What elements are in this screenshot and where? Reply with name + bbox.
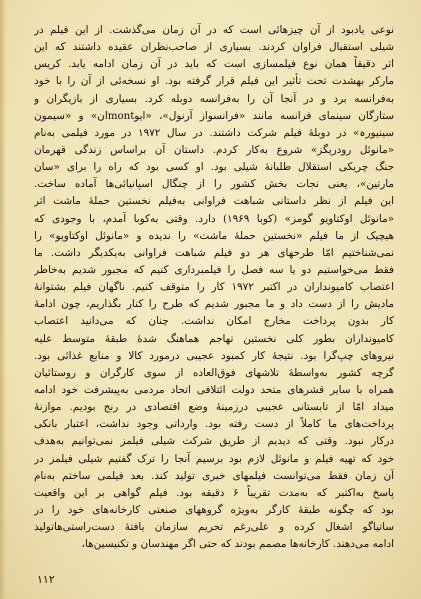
text-line: کامیونداران بطور کلی نخستین تهاجم هماهنگ شدهٔ طبقهٔ متوسط علیه — [34, 332, 394, 345]
text-line: پاسخ به‌اکتبر که به‌مدت تقریباً ۶ دقیقه بود. فیلم گواهی بر این واقعیت — [34, 486, 394, 499]
text-line: اعتصاب کامیونداران در اکتبر ۱۹۷۲ کار را متوقف کنیم. ناگهان فیلم بشتوانهٔ — [34, 281, 394, 294]
text-line: به‌فرانسه برد و در آنجا آن را به‌فرانسه دوبله کرد. بسیاری از بازیگران و — [34, 92, 394, 105]
text-line: ستارگان سینمای فرانسه مانند «فرانسواز آرنول»، «ایوmontان» و «سیمون — [34, 109, 394, 122]
text-line: کار بدون پرداخت مخارج امکان نداشت. چنان که می‌دانید اعتصاب — [34, 315, 394, 328]
text-line: ادامه می‌دهند. کارخانه‌ها مصمم بودند که حتی اگر مهندسان و تکنیسین‌ها، — [81, 538, 394, 551]
text-line: «مانوئل اوکتاویو گومز» (کوبا ۱۹۶۹) دارد. وقتی به‌کوبا آمدم، با وجودی که — [34, 212, 394, 225]
text-line: هیچیک از ما فیلم «نخستین حملهٔ ماشت» را ندیده و «مانوئل اوکتاویو» را — [34, 229, 394, 242]
text-line: درکار نبود. وقتی که دیدیم از طریق شرکت شیلی فیلمز نمی‌توانیم به‌هدف — [34, 435, 394, 448]
text-line: بود که چگونه طبقهٔ کارگر به‌ویژه گروههای صنعتی کارخانه‌های خود را در — [34, 503, 394, 516]
text-line: «مانوئل رودریگز» شروع به‌کار کردم. داستان آن براساس زندگی قهرمان — [34, 143, 394, 156]
text-line: مارتین»، یعنی نجات بخش کشور را از چنگال اسپانیائی‌ها آماده ساخت. — [34, 178, 394, 191]
text-line: این فیلم از نظر داستانی شباهت فراوانی به‌فیلم نخستین حملهٔ ماشت اثر — [34, 195, 394, 208]
text-line: نیروهای چپ‌گرا بود. نتیجهٔ کار کمبود عجیبی درمورد کالا و منابع غذائی بود. — [34, 349, 394, 362]
text-line: ساتیاگو اشغال کرده و علی‌رغم تحریم سازمان یافتهٔ دست‌راستی‌ها‌تولید — [34, 521, 394, 534]
text-line: فقط می‌خواستیم دو یا سه فصل را فیلمبرداری کنیم که مجبور شدیم به‌خاطر — [34, 263, 394, 276]
text-line: اثر دقیقاً همان نوع فیلمسازی است که باید در آن زمان ادامه یابد. کریس — [34, 58, 394, 71]
text-line: آن زمان فقط می‌توانست فیلمهای خبری تولید کند. بعد فیلمی ساختم به‌نام — [34, 469, 394, 482]
body-text — [34, 22, 394, 553]
text-line: مادیش را از دست داد و ما مجبور شدیم که طرح را کنار بگذاریم، چون ادامهٔ — [34, 298, 394, 311]
text-line: نمی‌شناختیم امّا طرحهای هر دو فیلم شباهت فراوانی به‌یکدیگر داشت. ما — [34, 246, 394, 259]
text-line: میداد امّا از تابستانی عجیبی درزمینهٔ وضع اقتصادی در رنج بودیم. موازنهٔ — [34, 401, 394, 414]
page-binding-shadow — [0, 0, 6, 599]
text-line: خود که تهیه فیلم و مانوئل لازم بود برسیم آنجا را ترک گفتیم شیلی فیلمز در — [34, 452, 394, 465]
text-line: مارکر بهشدت تحت تأثیر این فیلم قرار گرفته بود. او نسخه‌ئی از آن را با خود — [34, 75, 394, 88]
text-line: شیلی استقبال فراوان کردند. بسیاری از صاحب‌نظران عقیده داشتند که این — [34, 41, 394, 54]
text-line: سینیورہ» در دوبلهٔ فیلم شرکت داشتند. در سال ۱۹۷۲ در مورد فیلمی به‌نام — [34, 126, 394, 139]
text-line: نوعی یادبود از آن چیزهائی است که در آن زمان می‌گذشت. از این فیلم در — [34, 24, 394, 36]
text-line: همراه با سایر قشرهای متحد دولت ائتلافی اتحاد مردمی به‌پیشرفت خود ادامه — [34, 383, 394, 396]
page-number: ۱۱۲ — [37, 573, 55, 586]
text-line: گرچه کشور به‌واسطهٔ تلاشهای فوق‌العاده از سوی کارگران و روستائیان — [34, 366, 394, 379]
text-line: جنگ چریکی استقلال طلبانهٔ شیلی بود. او کسی بود که راه را برای «سان — [34, 161, 394, 174]
text-line: پرداخت‌های ما کاملاً از دست رفته بود. وارداتی وجود نداشت، اعتبار بانکی — [34, 418, 394, 431]
